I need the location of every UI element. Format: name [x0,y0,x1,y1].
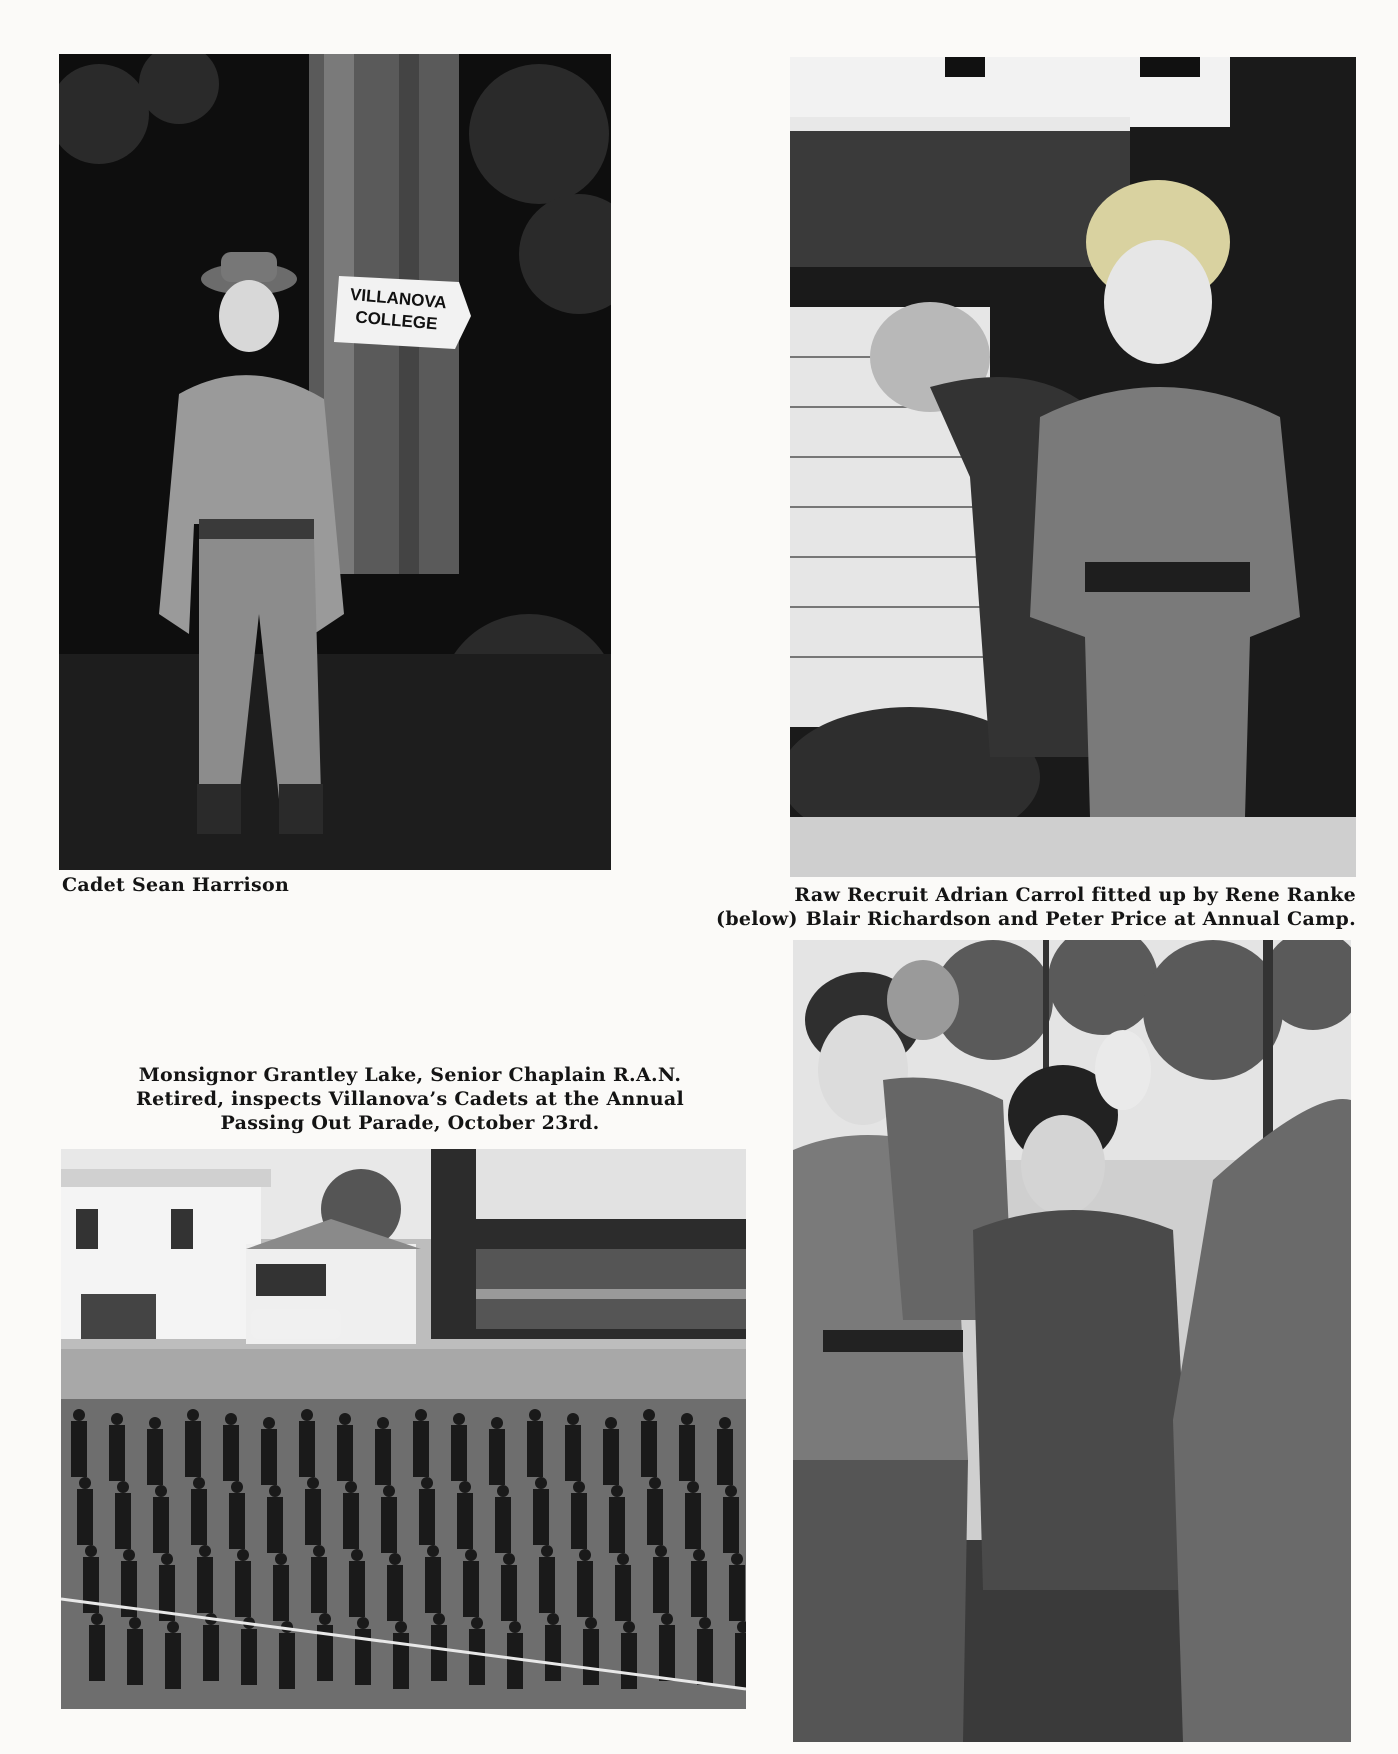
cadet-figure-body [191,1489,207,1545]
cadet-figure-body [381,1497,397,1553]
cadet-figure-body [603,1429,619,1485]
cadet-figure-body [615,1565,631,1621]
cadet-figure-body [583,1629,599,1685]
cadet-figure-head [529,1409,541,1421]
cadet-figure-body [685,1493,701,1549]
cadet-figure-body [153,1497,169,1553]
cadet-figure-body [305,1489,321,1545]
cadet-figure-body [527,1421,543,1477]
cadet-figure-body [147,1429,163,1485]
cadet-figure-head [693,1549,705,1561]
cadet-figure-body [165,1633,181,1689]
cadet-figure-body [229,1493,245,1549]
caption-raw-recruit [668,883,1356,931]
cadet-figure-body [717,1429,733,1485]
cadet-figure-body [545,1625,561,1681]
cadet-figure-body [337,1425,353,1481]
cadet-figure-body [241,1629,257,1685]
cadet-figure-body [735,1633,746,1689]
cadet-figure-body [89,1625,105,1681]
cadet-figure-head [649,1477,661,1489]
cadet-figure-body [431,1625,447,1681]
caption-parade-line1: Monsignor Grantley Lake, Senior Chaplain R.A.N. [138,1064,682,1086]
cadet-figure-head [351,1549,363,1561]
cadet-figure-head [357,1617,369,1629]
cadet-figure-head [389,1553,401,1565]
cadet-figure-body [609,1497,625,1553]
cadet-figure-body [261,1429,277,1485]
cadet-figure-body [469,1629,485,1685]
cadet-figure-head [471,1617,483,1629]
cadet-figure-body [279,1633,295,1689]
cadet-figure-head [395,1621,407,1633]
cadet-figure-body [451,1425,467,1481]
cadet-figure-body [495,1497,511,1553]
cadet-figure-body [115,1493,131,1549]
cadet-figure-head [433,1613,445,1625]
cadet-figure-head [345,1481,357,1493]
cadet-figure-body [565,1425,581,1481]
cadet-figure-head [567,1413,579,1425]
cadet-figure-head [73,1409,85,1421]
cadet-figure-body [571,1493,587,1549]
cadet-figure-head [123,1549,135,1561]
cadet-figure-head [193,1477,205,1489]
cadet-figure-body [723,1497,739,1553]
cadet-figure-body [419,1489,435,1545]
cadet-figure-body [235,1561,251,1617]
cadet-figure-head [611,1485,623,1497]
cadet-figure-head [725,1485,737,1497]
caption-cadet: Cadet Sean Harrison [62,874,290,896]
cadet-figure-body [691,1561,707,1617]
cadet-figure-body [729,1565,745,1621]
cadet-figure-body [197,1557,213,1613]
caption-recruit-line1: Raw Recruit Adrian Carrol fitted up by Rene Ranke [794,884,1356,906]
sign-line1: VILLANOVA [349,284,448,313]
cadet-figure-head [453,1413,465,1425]
cadet-figure-body [71,1421,87,1477]
cadet-figure-body [267,1497,283,1553]
caption-parade-line2: Retired, inspects Villanova’s Cadets at the Annual [136,1088,684,1110]
cadet-figure-body [659,1625,675,1681]
photo-annual-camp [793,940,1351,1742]
cadet-figure-body [299,1421,315,1477]
cadet-figure-head [129,1617,141,1629]
cadet-figure-head [383,1485,395,1497]
cadet-figure-head [313,1545,325,1557]
cadet-figure-head [509,1621,521,1633]
cadet-figure-head [655,1545,667,1557]
cadet-figure-body [425,1557,441,1613]
cadet-figure-head [719,1417,731,1429]
caption-parade [110,1063,710,1135]
cadet-figure-head [225,1413,237,1425]
cadet-figure-body [507,1633,523,1689]
caption-below-label: (below) [716,908,798,930]
cadet-figure-head [199,1545,211,1557]
cadet-figure-body [621,1633,637,1689]
cadet-figure-head [427,1545,439,1557]
cadet-figure-body [127,1629,143,1685]
cadet-figure-head [269,1485,281,1497]
cadet-figure-head [497,1485,509,1497]
cadet-figure-head [643,1409,655,1421]
cadet-figure-head [617,1553,629,1565]
cadet-figure-body [393,1633,409,1689]
cadet-figure-head [573,1481,585,1493]
cadet-figure-head [535,1477,547,1489]
cadet-figure-head [79,1477,91,1489]
cadet-figure-head [319,1613,331,1625]
cadet-figure-head [699,1617,711,1629]
cadet-figure-head [579,1549,591,1561]
cadet-figure-body [679,1425,695,1481]
cadet-figure-body [577,1561,593,1617]
cadet-figure-body [697,1629,713,1685]
cadet-figure-head [301,1409,313,1421]
cadet-figure-body [501,1565,517,1621]
cadet-figure-body [343,1493,359,1549]
cadet-figure-body [653,1557,669,1613]
cadet-figure-head [263,1417,275,1429]
cadet-figure-head [161,1553,173,1565]
cadet-figure-body [489,1429,505,1485]
caption-parade-line3: Passing Out Parade, October 23rd. [220,1112,600,1134]
cadet-figure-head [149,1417,161,1429]
cadet-figure-head [377,1417,389,1429]
cadet-figure-body [463,1561,479,1617]
cadet-figure-body [387,1565,403,1621]
photo-passing-out-parade [61,1149,746,1709]
cadet-figure-head [231,1481,243,1493]
cadet-figure-head [85,1545,97,1557]
cadet-figure-head [687,1481,699,1493]
cadet-figure-head [339,1413,351,1425]
cadet-figure-body [185,1421,201,1477]
cadet-figure-body [273,1565,289,1621]
cadet-figure-body [203,1625,219,1681]
cadet-figure-head [541,1545,553,1557]
cadet-figure-head [307,1477,319,1489]
cadet-figure-head [605,1417,617,1429]
cadet-figure-body [349,1561,365,1617]
cadet-figure-body [641,1421,657,1477]
cadet-figure-head [167,1621,179,1633]
cadet-figure-head [187,1409,199,1421]
cadet-figure-head [155,1485,167,1497]
cadet-figure-head [547,1613,559,1625]
cadet-figure-head [421,1477,433,1489]
cadet-figure-body [375,1429,391,1485]
cadet-figure-head [415,1409,427,1421]
cadet-figure-body [109,1425,125,1481]
cadet-figure-head [731,1553,743,1565]
cadet-figure-head [237,1549,249,1561]
cadet-figure-body [223,1425,239,1481]
photo-cadet-sean-harrison [59,54,611,870]
caption-recruit-line2: Blair Richardson and Peter Price at Annual Camp. [805,908,1356,930]
cadet-figure-body [647,1489,663,1545]
cadet-figure-head [117,1481,129,1493]
cadet-figure-body [77,1489,93,1545]
cadet-figure-head [661,1613,673,1625]
photo-raw-recruit [790,57,1356,877]
cadet-figure-body [457,1493,473,1549]
cadet-figure-head [681,1413,693,1425]
cadet-figure-body [539,1557,555,1613]
cadet-figure-head [623,1621,635,1633]
sign-line2: COLLEGE [354,307,439,334]
cadet-figure-head [503,1553,515,1565]
cadet-figure-body [533,1489,549,1545]
cadet-figure-head [585,1617,597,1629]
cadet-figure-head [465,1549,477,1561]
cadet-figure-head [491,1417,503,1429]
cadet-figure-body [413,1421,429,1477]
cadet-figure-head [275,1553,287,1565]
cadet-figure-head [111,1413,123,1425]
cadet-figure-head [91,1613,103,1625]
cadet-figure-head [459,1481,471,1493]
cadet-figure-body [311,1557,327,1613]
